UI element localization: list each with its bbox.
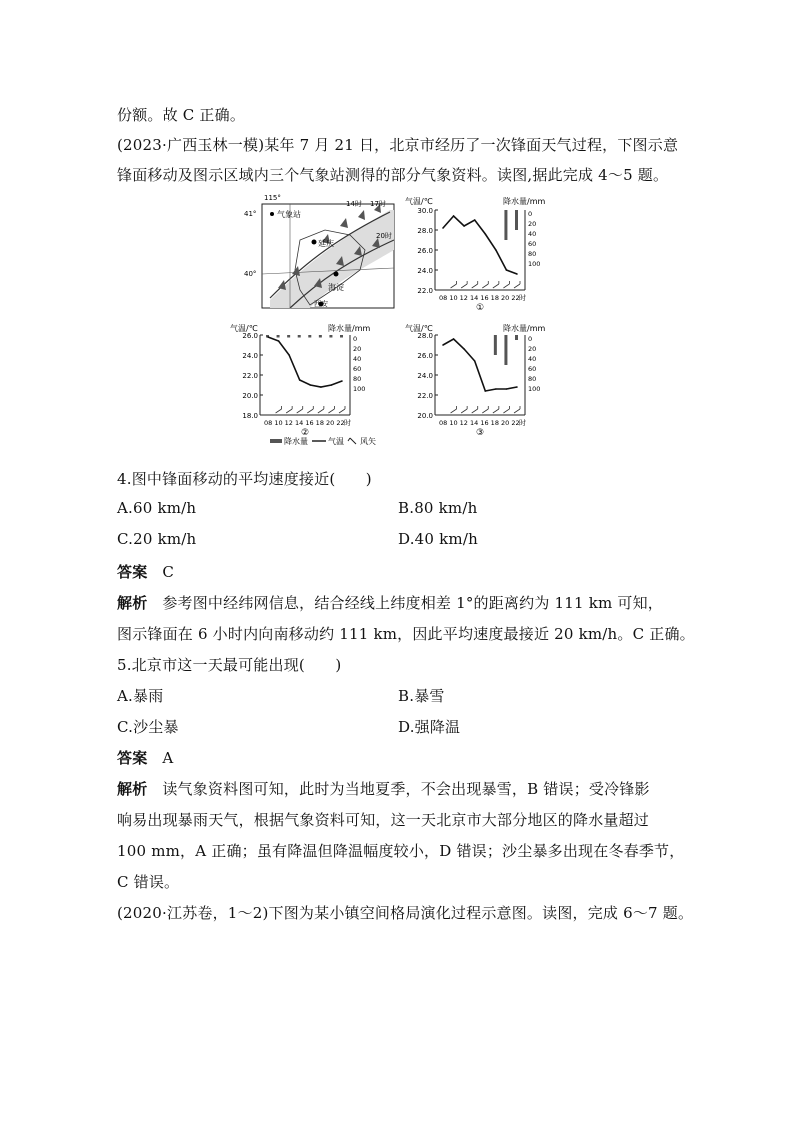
wind-barb — [503, 406, 509, 413]
right-tick-label: 40 — [528, 355, 537, 363]
svg-text:20时: 20时 — [376, 232, 392, 240]
option-b: B.80 km/h — [398, 499, 478, 517]
y-axis-label: 气温/℃ — [230, 324, 258, 333]
right-tick-label: 0 — [353, 335, 358, 343]
svg-text:海淀: 海淀 — [328, 283, 344, 292]
x-tick-labels: 08 10 12 14 16 18 20 22 — [264, 419, 345, 427]
wind-barb — [472, 281, 478, 288]
y-tick-label: 28.0 — [417, 332, 433, 340]
option-a: A.暴雨 — [117, 687, 164, 705]
chart-3 — [405, 323, 545, 438]
temperature-point — [506, 269, 508, 271]
temperature-point — [331, 384, 333, 386]
svg-text:气温: 气温 — [328, 437, 344, 446]
answer-label: 答案 — [117, 563, 148, 581]
temperature-point — [309, 384, 311, 386]
x-unit: 时 — [519, 294, 526, 302]
chart-2 — [230, 323, 370, 438]
weather-figure — [230, 190, 560, 452]
chart-1 — [405, 196, 545, 313]
temperature-point — [453, 215, 455, 217]
x-tick-labels: 08 10 12 14 16 18 20 22 — [439, 294, 520, 302]
svg-text:17时: 17时 — [370, 200, 386, 208]
rain-bar — [277, 335, 280, 338]
rain-bar — [504, 210, 507, 240]
temperature-point — [474, 219, 476, 221]
temperature-point — [463, 225, 465, 227]
option-c: C.20 km/h — [117, 530, 197, 548]
svg-text:降水量: 降水量 — [284, 437, 308, 446]
wind-barb — [339, 406, 345, 413]
right-tick-label: 0 — [528, 210, 533, 218]
rain-bar — [298, 335, 301, 338]
svg-text:西安: 西安 — [314, 300, 328, 308]
question-4-stem: 4.图中锋面移动的平均速度接近( ) — [117, 470, 372, 488]
wind-barb — [493, 406, 499, 413]
option-b: B.暴雪 — [398, 687, 445, 705]
explanation-5: 解析 读气象资料图可知，此时为当地夏季，不会出现暴雪，B 错误；受冷锋影 — [117, 780, 650, 798]
explanation-4: 解析 参考图中经纬网信息，结合经线上纬度相差 1°的距离约为 111 km 可知， — [117, 594, 663, 612]
wind-barb — [461, 281, 467, 288]
wind-barb — [514, 406, 520, 413]
temperature-point — [516, 386, 518, 388]
y-tick-label: 22.0 — [417, 392, 433, 400]
text-line: 份额。故 C 正确。 — [117, 106, 246, 124]
rain-bar — [504, 335, 507, 365]
answer-4 — [117, 561, 174, 582]
right-tick-label: 100 — [353, 385, 366, 393]
wind-barb — [307, 406, 313, 413]
question-5-stem: 5.北京市这一天最可能出现( ) — [117, 656, 342, 674]
option-d: D.40 km/h — [398, 530, 478, 548]
option-c: C.沙尘暴 — [117, 718, 179, 736]
temperature-point — [474, 360, 476, 362]
text-line: 锋面移动及图示区域内三个气象站测得的部分气象资料。读图,据此完成 4～5 题。 — [117, 166, 669, 184]
right-tick-label: 80 — [528, 375, 537, 383]
wind-barb — [493, 281, 499, 288]
svg-text:延庆: 延庆 — [318, 239, 334, 248]
wind-barb — [503, 281, 509, 288]
right-axis-label: 降水量/mm — [328, 324, 371, 333]
y-tick-label: 22.0 — [417, 287, 433, 295]
chart-number: ③ — [476, 428, 485, 438]
option-a: A.60 km/h — [117, 499, 197, 517]
rain-bar — [287, 335, 290, 338]
right-tick-label: 40 — [353, 355, 362, 363]
y-tick-label: 26.0 — [242, 332, 258, 340]
rain-bar — [494, 335, 497, 355]
wind-barb — [472, 406, 478, 413]
y-tick-label: 22.0 — [242, 372, 258, 380]
front-map — [244, 194, 394, 308]
temperature-point — [299, 379, 301, 381]
right-tick-label: 20 — [528, 220, 537, 228]
rain-bar — [319, 335, 322, 338]
temperature-point — [495, 388, 497, 390]
y-tick-label: 24.0 — [417, 372, 433, 380]
answer-value: A — [162, 749, 174, 767]
temperature-point — [506, 388, 508, 390]
temperature-point — [463, 348, 465, 350]
right-tick-label: 20 — [353, 345, 362, 353]
wind-barb — [328, 406, 334, 413]
y-tick-label: 24.0 — [417, 267, 433, 275]
right-axis-label: 降水量/mm — [503, 324, 546, 333]
right-axis-label: 降水量/mm — [503, 197, 546, 206]
right-tick-label: 60 — [353, 365, 362, 373]
wind-barb — [276, 406, 282, 413]
temperature-point — [442, 344, 444, 346]
answer-value: C — [162, 563, 174, 581]
y-tick-label: 24.0 — [242, 352, 258, 360]
right-tick-label: 100 — [528, 260, 541, 268]
text-line: C 错误。 — [117, 873, 180, 891]
y-tick-label: 18.0 — [242, 412, 258, 420]
wind-barb — [297, 406, 303, 413]
x-tick-labels: 08 10 12 14 16 18 20 22 — [439, 419, 520, 427]
temperature-point — [495, 249, 497, 251]
right-tick-label: 80 — [528, 250, 537, 258]
x-unit: 时 — [519, 419, 526, 427]
svg-text:风矢: 风矢 — [360, 437, 376, 446]
y-tick-label: 26.0 — [417, 352, 433, 360]
text-line: 响易出现暴雨天气，根据气象资料可知，这一天北京市大部分地区的降水量超过 — [117, 811, 650, 829]
wind-barb — [482, 281, 488, 288]
wind-barb — [451, 281, 457, 288]
rain-bar — [340, 335, 343, 338]
text-line: (2020·江苏卷，1～2)下图为某小镇空间格局演化过程示意图。读图，完成 6～7 题。 — [117, 904, 694, 922]
answer-label: 答案 — [117, 749, 148, 767]
temperature-point — [442, 227, 444, 229]
temperature-point — [320, 386, 322, 388]
temperature-line — [268, 337, 342, 387]
right-tick-label: 60 — [528, 365, 537, 373]
temperature-point — [267, 336, 269, 338]
temperature-point — [341, 380, 343, 382]
chart-number: ② — [301, 428, 310, 438]
wind-barb — [451, 406, 457, 413]
text-line: (2023·广西玉林一模)某年 7 月 21 日，北京市经历了一次锋面天气过程，下图示意 — [117, 136, 679, 154]
y-tick-label: 28.0 — [417, 227, 433, 235]
svg-text:115°: 115° — [264, 194, 281, 202]
right-tick-label: 100 — [528, 385, 541, 393]
y-tick-label: 20.0 — [242, 392, 258, 400]
right-tick-label: 80 — [353, 375, 362, 383]
temperature-point — [278, 340, 280, 342]
svg-text:41°: 41° — [244, 210, 257, 218]
figure-legend — [270, 436, 376, 446]
rain-bar — [329, 335, 332, 338]
wind-barb — [461, 406, 467, 413]
text-line: 100 mm，A 正确；虽有降温但降温幅度较小，D 错误；沙尘暴多出现在冬春季节， — [117, 842, 685, 860]
temperature-point — [288, 354, 290, 356]
y-tick-label: 26.0 — [417, 247, 433, 255]
text-line: 图示锋面在 6 小时内向南移动约 111 km，因此平均速度最接近 20 km/h。C 正确。 — [117, 625, 695, 643]
option-d: D.强降温 — [398, 718, 461, 736]
y-tick-label: 30.0 — [417, 207, 433, 215]
wind-barb — [318, 406, 324, 413]
y-tick-label: 20.0 — [417, 412, 433, 420]
right-tick-label: 60 — [528, 240, 537, 248]
temperature-point — [484, 390, 486, 392]
rain-bar — [515, 335, 518, 340]
svg-text:14时: 14时 — [346, 200, 362, 208]
right-tick-label: 0 — [528, 335, 533, 343]
svg-text:气象站: 气象站 — [277, 210, 301, 219]
right-tick-label: 20 — [528, 345, 537, 353]
rain-bar — [308, 335, 311, 338]
explanation-label: 解析 — [117, 594, 148, 612]
answer-5 — [117, 747, 173, 768]
chart-number: ① — [476, 303, 485, 313]
x-unit: 时 — [344, 419, 351, 427]
svg-text:40°: 40° — [244, 270, 257, 278]
right-tick-label: 40 — [528, 230, 537, 238]
temperature-point — [516, 273, 518, 275]
y-axis-label: 气温/℃ — [405, 197, 433, 206]
wind-barb — [514, 281, 520, 288]
rain-bar — [515, 210, 518, 230]
temperature-point — [484, 233, 486, 235]
y-axis-label: 气温/℃ — [405, 324, 433, 333]
temperature-point — [453, 338, 455, 340]
explanation-label: 解析 — [117, 780, 148, 798]
wind-barb — [482, 406, 488, 413]
wind-barb — [286, 406, 292, 413]
